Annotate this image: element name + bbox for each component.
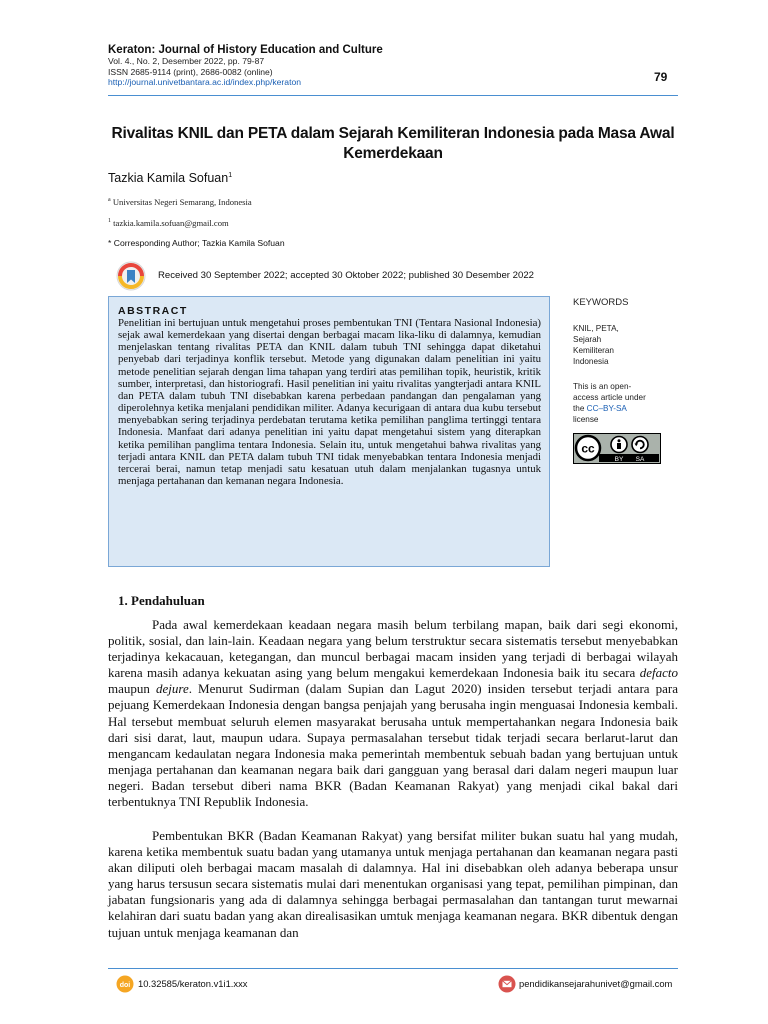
p1-text: maupun xyxy=(108,681,156,697)
affiliation xyxy=(108,197,252,207)
journal-header xyxy=(108,44,668,88)
body-paragraph-1 xyxy=(108,617,678,810)
body-paragraph-2: Pembentukan BKR (Badan Keamanan Rakyat) yang bersifat militer bukan suatu hal yang mudah, karena ketika membentuk suatu badan yang utamanya untuk menjaga pertahanan dan keamanan negara pasti akan diliputi oleh berbagai macam masalah di dalamnya. Hal ini disebabkan oleh adanya beberapa unsur yang harus tersusun secara sistematis mulai dari menentukan organisasi yang tepat, pemilihan pimpinan, dan jabatan fungsionaris yang ada di dalamnya sehingga berbagai permasalahan dan tantangan turut mewarnai kelahiran dari suatu badan yang akan direalisasikan umtuk menjaga keamanan negara. BKR dibentuk dengan tujuan untuk menjaga keamanan dan xyxy=(108,828,678,940)
license-line: access article under xyxy=(573,393,646,402)
keyword-item: Sejarah xyxy=(573,335,602,344)
abstract-box xyxy=(108,296,550,567)
p1-emphasis: dejure xyxy=(155,681,189,697)
header-divider xyxy=(108,95,678,96)
section-heading: 1. Pendahuluan xyxy=(118,593,205,608)
email-superscript: 1 xyxy=(108,218,111,225)
footer-doi[interactable]: 10.32585/keraton.v1i1.xxx xyxy=(138,978,248,989)
cc-by-sa-badge-icon[interactable] xyxy=(573,433,661,464)
affiliation-superscript: a xyxy=(108,197,111,204)
footer-email[interactable]: pendidikansejarahunivet@gmail.com xyxy=(519,978,673,989)
corresponding-author: * Corresponding Author; Tazkia Kamila Sofuan xyxy=(108,238,285,248)
keywords-list xyxy=(573,323,683,367)
doi-logo-text: doi xyxy=(119,981,131,989)
license-link[interactable]: CC–BY-SA xyxy=(586,404,627,413)
keyword-item: Kemiliteran xyxy=(573,346,614,355)
footer-divider xyxy=(108,968,678,969)
publication-dates: Received 30 September 2022; accepted 30 Oktober 2022; published 30 Desember 2022 xyxy=(158,270,535,281)
author-email-text[interactable]: tazkia.kamila.sofuan@gmail.com xyxy=(113,218,229,228)
p1-text: . Menurut Sudirman (dalam Supian dan Lagut 2020) insiden tersebut terjadi antara para pejuang Kemerdekaan Indonesia dengan bangsa penjajah yang berusaha ingin menguasai Indonesia kembali. Hal tersebut membuat seluruh elemen masyarakat berusaha untuk mempertahankan negara Indonesia baik dari sisi darat, laut, maupun udara. Supaya permasalahan tersebut tidak terjadi secara berlarut-larut dan mengancam kedaulatan negara Indonesia maka pemerintah membentuk sebuah badan yang bertujuan untuk menjaga pertahanan dan keamanan negara baik dari gangguan yang berasal dari dalam negeri maupun luar negeri. Badan tersebut diberi nama BKR (Badan Keamanan Rakyat) yang menjadi cikal bakal dari terbentuknya TNI Republik Indonesia. xyxy=(108,681,679,810)
keyword-item: KNIL, PETA, xyxy=(573,324,619,333)
author-superscript: 1 xyxy=(228,171,233,179)
license-note xyxy=(573,381,683,425)
p1-text: Pada awal kemerdekaan keadaan negara masih belum terbilang mapan, baik dari segi ekonomi, politik, sosial, dan lain-lain. Keadaan negara yang belum terstruktur secara sistematis tersebut menyebabkan terjadinya kekacauan, ketegangan, dan muncul berbagai macam insiden yang terjadi di berbagai wilayah karena masih adanya kekuatan asing yang belum mengakui kemerdekaan Indonesia baik itu secara xyxy=(108,617,678,681)
badge-sa-label: SA xyxy=(635,456,645,463)
abstract-heading: ABSTRACT xyxy=(118,305,188,317)
journal-name: Keraton: Journal of History Education and Culture xyxy=(108,44,383,56)
license-line xyxy=(573,403,683,414)
crossmark-icon[interactable] xyxy=(116,261,146,291)
journal-issn: ISSN 2685-9114 (print), 2686-0082 (online) xyxy=(108,66,273,77)
journal-volume: Vol. 4., No. 2, Desember 2022, pp. 79-87 xyxy=(108,56,265,66)
sa-share-icon xyxy=(632,437,648,453)
article-title: Rivalitas KNIL dan PETA dalam Sejarah Kemiliteran Indonesia pada Masa Awal Kemerdekaan xyxy=(111,125,675,162)
keywords-heading: KEYWORDS xyxy=(573,297,629,308)
email-icon xyxy=(498,975,516,993)
badge-by-label: BY xyxy=(614,456,624,463)
license-line-prefix: the xyxy=(573,404,587,413)
cc-logo-text: cc xyxy=(581,441,595,456)
abstract-text: Penelitian ini bertujuan untuk mengetahui proses pembentukan TNI (Tentara Nasional Indonesia) sejak awal kemerdekaan yang disertai dengan berbagai macam lika-liku di dalamnya, kemudian menjelaskan tentang rivalitas PETA dan KNIL dalam tubuh TNI sehingga dapat diketahui penyebab dari terjadinya konflik tersebut. Metode yang digunakan dalam penelitian ini yaitu metode penelitian sejarah dengan lima tahapan yang terdiri atas pemilihan topik, heuristik, kritik sumber, interpretasi, dan historiografi. Hasil penelitian ini yaitu rivalitas yangterjadi antara KNIL dan PETA dalam tubuh TNI disebabkan karena perbedaan pandangan dan pengalaman yang diperolehnya ketika menjalani pendidikan militer. Adanya kecurigaan di antara dua kubu tersebut menyebabkan sering terjadinya perdebatan terutama ketika pemilihan panglima tertinggi tentara Indonesia. Manfaat dari adanya penelitian ini yaitu dapat mengetahui sistem yang diterapkan ketika pemilihan panglima tentara Indonesia. Selain itu, untuk mengetahui bahwa rivalitas yang terjadi antara KNIL dan PETA dalam tubuh TNI tidak menyebabkan tentara Indonesia menjadi tercerai berai, namun tetap menjadi satu kesatuan utuh dalam menjalankan tugasnya untuk menjaga pertahanan dan kemanan negara Indonesia. xyxy=(118,317,541,488)
author-name xyxy=(108,171,232,185)
journal-url-link[interactable]: http://journal.univetbantara.ac.id/index.php/keraton xyxy=(108,77,302,87)
author-name-text: Tazkia Kamila Sofuan xyxy=(108,171,229,185)
keywords-panel xyxy=(573,297,683,469)
keyword-item: Indonesia xyxy=(573,357,609,366)
page-number: 79 xyxy=(654,70,668,84)
license-line: This is an open- xyxy=(573,382,632,391)
license-line: license xyxy=(573,415,599,424)
author-email xyxy=(108,218,229,228)
doi-icon xyxy=(116,975,134,993)
affiliation-text: Universitas Negeri Semarang, Indonesia xyxy=(112,197,252,207)
p1-emphasis: defacto xyxy=(639,665,678,681)
